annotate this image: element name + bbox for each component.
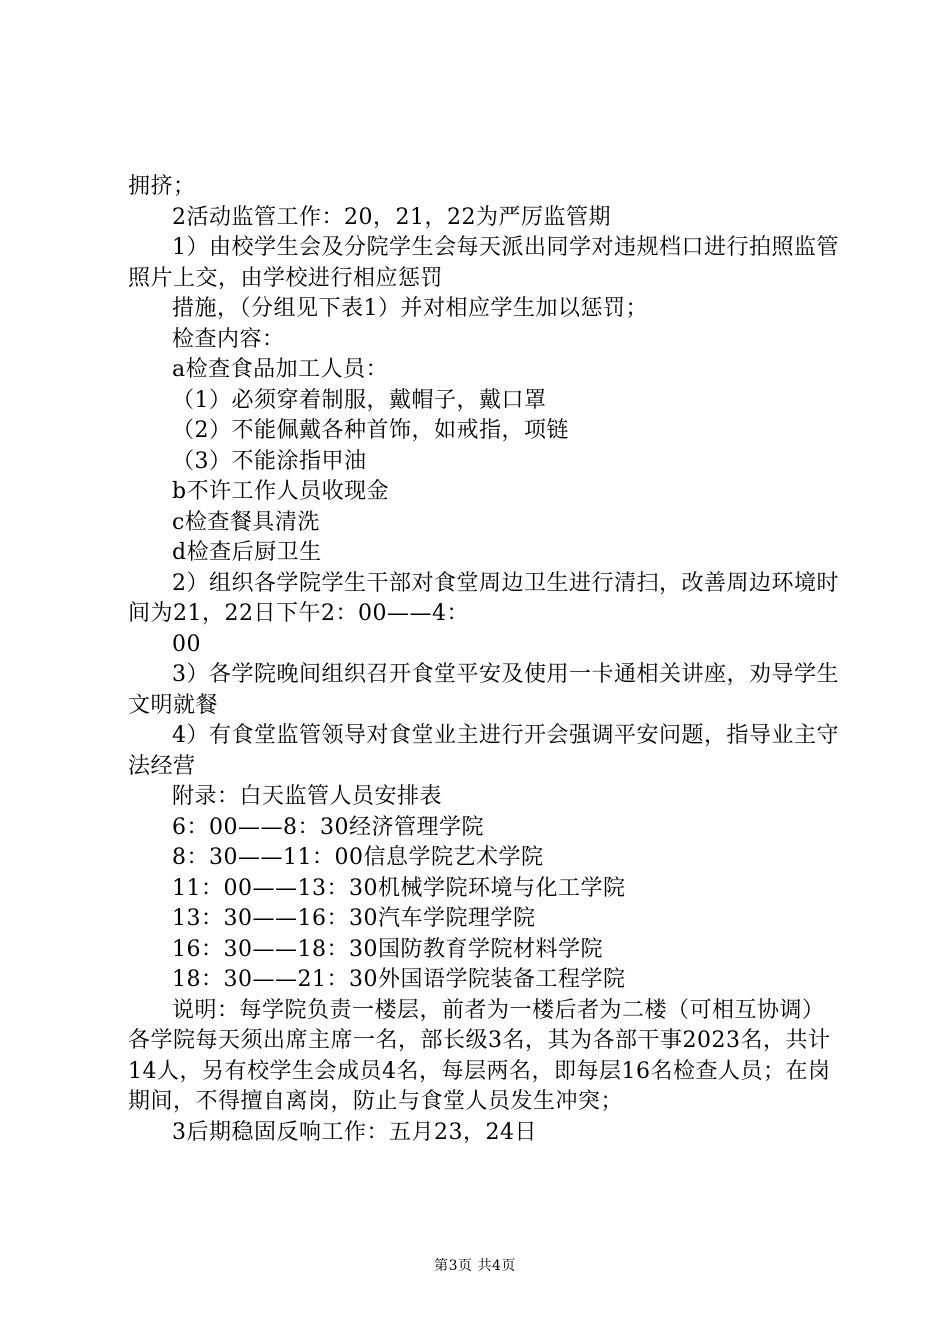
paragraph: （3）不能涂指甲油 [172,448,367,474]
paragraph: 拥挤； [128,174,196,199]
paragraph: 00 [172,631,201,657]
paragraph: 检查内容： [172,326,285,352]
paragraph: 2）组织各学院学生干部对食堂周边卫生进行清扫，改善周边环境时间为21，22日下午2：00——4： [128,570,839,626]
paragraph: 说明：每学院负责一楼层，前者为一楼后者为二楼（可相互协调）各学院每天须出席主席一名，部长级3名，其为各部干事2023名，共计14人，另有校学生会成员4名，每层两名，即每层16名检查人员；在岗期间，不得擅自离岗，防止与食堂人员发生冲突； [128,997,831,1114]
paragraph: 4）有食堂监管领导对食堂业主进行开会强调平安问题，指导业主守法经营 [128,723,839,779]
paragraph: c检查餐具清洗 [172,509,320,535]
paragraph: 措施，（分组见下表1）并对相应学生加以惩罚； [172,296,648,321]
paragraph: 附录：白天监管人员安排表 [172,784,443,809]
paragraph: （2）不能佩戴各种首饰，如戒指，项链 [172,418,569,443]
paragraph: 2活动监管工作：20，21，22为严厉监管期 [172,204,611,230]
paragraph: 3）各学院晚间组织召开食堂平安及使用一卡通相关讲座，劝导学生文明就餐 [128,662,839,718]
paragraph: 8：30——11：00信息学院艺术学院 [172,845,544,870]
paragraph: 6：00——8：30经济管理学院 [172,814,484,840]
paragraph: 3后期稳固反响工作：五月23，24日 [172,1119,537,1145]
paragraph: （1）必须穿着制服，戴帽子，戴口罩 [172,387,547,413]
paragraph: 16：30——18：30国防教育学院材料学院 [172,936,603,962]
page-number-label: 第3页 共4页 [434,1258,516,1274]
paragraph: 13：30——16：30汽车学院理学院 [172,906,536,931]
paragraph: b不许工作人员收现金 [172,479,390,504]
paragraph: 18：30——21：30外国语学院装备工程学院 [172,967,626,992]
paragraph: 1）由校学生会及分院学生会每天派出同学对违规档口进行拍照监管照片上交，由学校进行相应惩罚 [128,235,839,291]
paragraph: 11：00——13：30机械学院环境与化工学院 [172,875,626,901]
paragraph: a检查食品加工人员： [172,357,389,382]
page-footer [0,1255,950,1275]
document-body [128,172,840,1148]
paragraph: d检查后厨卫生 [172,540,322,565]
